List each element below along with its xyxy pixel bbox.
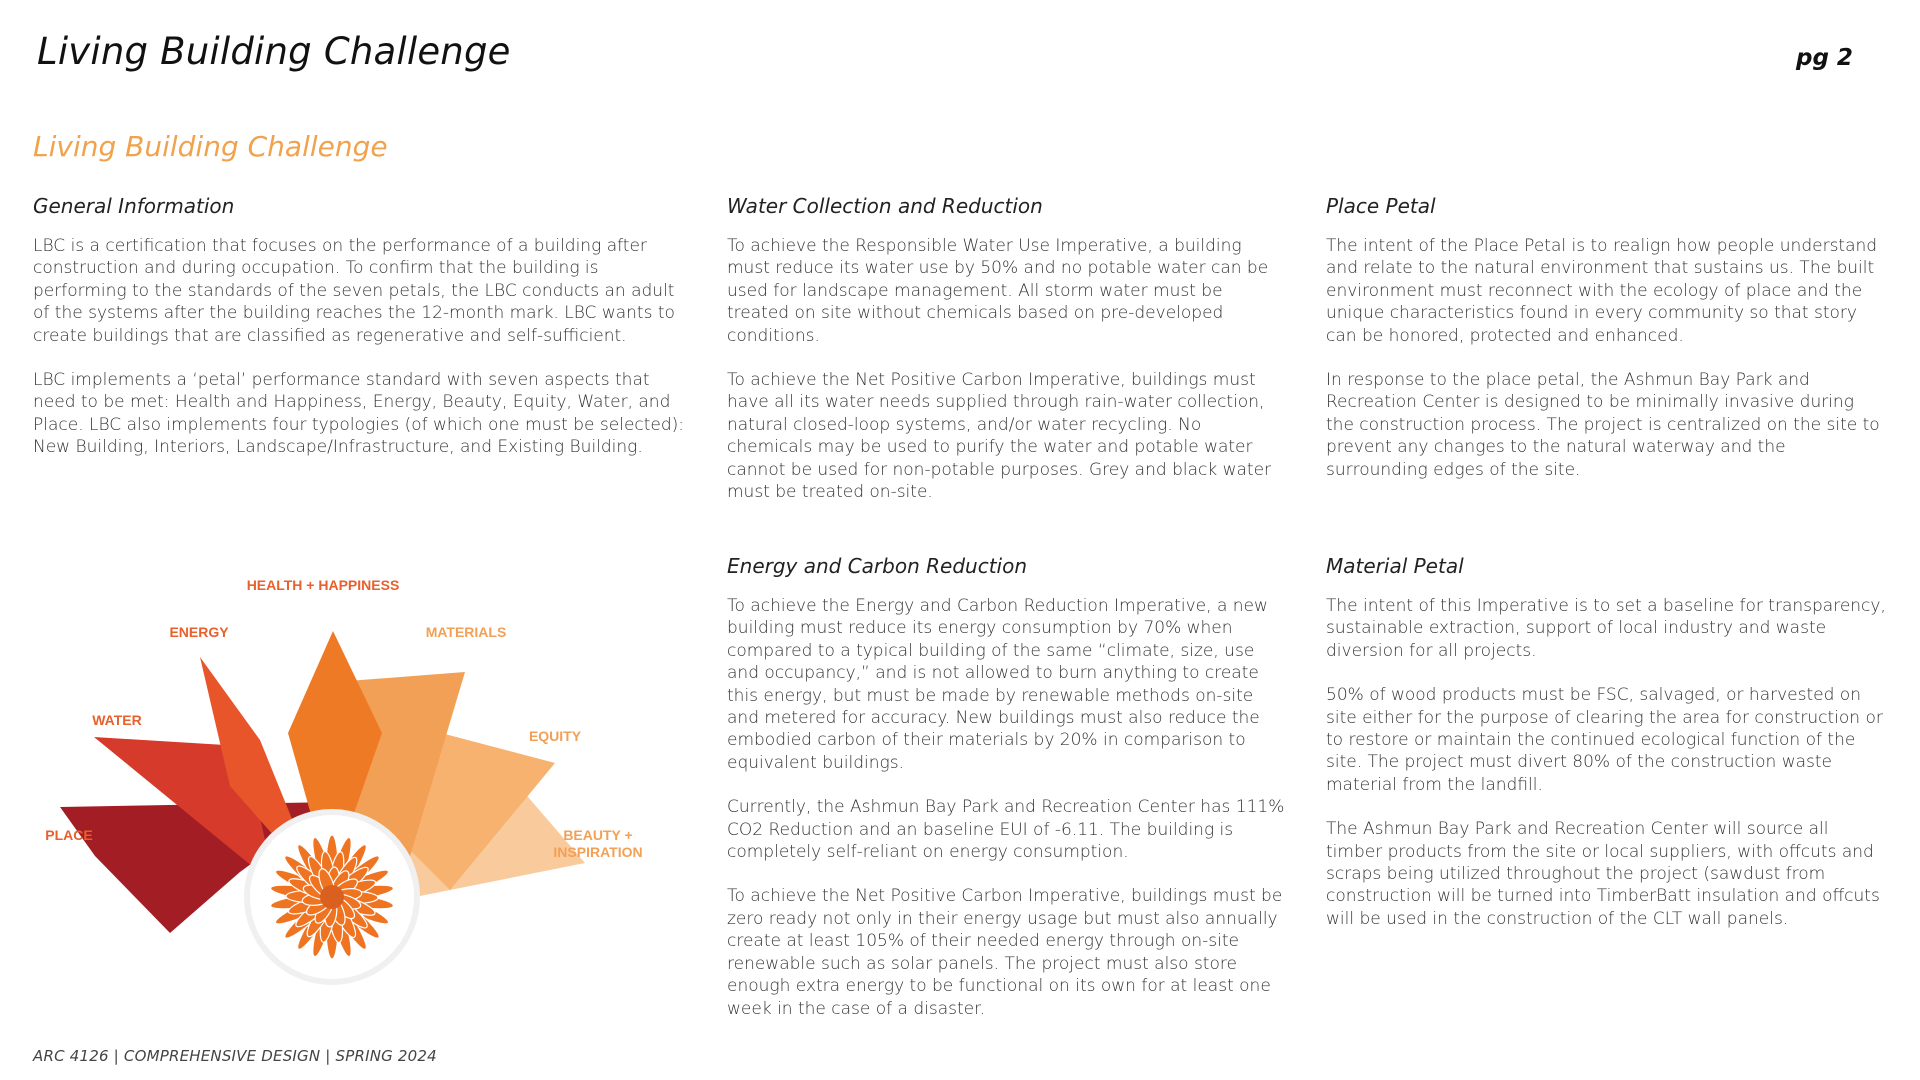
equity-label: EQUITY	[528, 728, 582, 744]
water-label: WATER	[92, 712, 142, 728]
water-paragraph: To achieve the Net Positive Carbon Imperative, buildings must have all its water needs supplied through rain-water collection, natural closed-loop systems, and/or water recycling. No chemicals may be used to purify the water and potable water cannot be used for non-potable purposes. Grey and black water must be treated on-site.	[727, 370, 1272, 503]
water-paragraph: To achieve the Responsible Water Use Imperative, a building must reduce its water use by 50% and no potable water can be used for landscape management. All storm water must be treated on site without chemicals based on pre-developed conditions.	[727, 236, 1269, 346]
material-petal-paragraph: 50% of wood products must be FSC, salvaged, or harvested on site either for the purpose of clearing the area for construction or to restore or maintain the continued ecological function of the site. The project must divert 80% of the construction waste material from the landfill.	[1326, 685, 1883, 795]
energy-label: ENERGY	[169, 624, 229, 640]
energy-paragraph: Currently, the Ashmun Bay Park and Recreation Center has 111% CO2 Reduction and an baseline EUI of -6.11. The building is completely self-reliant on energy consumption.	[727, 797, 1285, 863]
place-petal-section	[1326, 192, 1886, 481]
general-info-paragraph: LBC implements a ‘petal’ performance standard with seven aspects that need to be met: Health and Happiness, Energy, Beauty, Equity, Water, and Place. LBC also implements four typologies (of which one must be selected): New Building, Interiors, Landscape/Infrastructure, and Existing Building.	[33, 370, 685, 458]
energy-heading: Energy and Carbon Reduction	[727, 554, 1027, 578]
materials-label: MATERIALS	[425, 624, 507, 640]
energy-paragraph: To achieve the Energy and Carbon Reduction Imperative, a new building must reduce its energy consumption by 70% when compared to a typical building of the same “climate, size, use and occupancy,” and is not allowed to burn anything to create this energy, but must be made by renewable methods on-site and metered for accuracy. New buildings must also reduce the embodied carbon of their materials by 20% in comparison to equivalent buildings.	[727, 596, 1268, 773]
footer-course-info: ARC 4126 | COMPREHENSIVE DESIGN | SPRING 2024	[33, 1047, 437, 1065]
material-petal-paragraph: The Ashmun Bay Park and Recreation Center will source all timber products from the site or local suppliers, with offcuts and scraps being utilized throughout the project (sawdust from construction will be turned into TimberBatt insulation and offcuts will be used in the construction of the CLT wall panels.	[1326, 819, 1880, 929]
section-title: Living Building Challenge	[33, 130, 388, 163]
beauty-label-line1: BEAUTY +	[563, 827, 633, 843]
material-petal-heading: Material Petal	[1326, 554, 1464, 578]
flower-center	[320, 885, 344, 909]
water-heading: Water Collection and Reduction	[727, 194, 1043, 218]
document-title: Living Building Challenge	[37, 30, 511, 73]
place-petal-paragraph: In response to the place petal, the Ashmun Bay Park and Recreation Center is designed to be minimally invasive during the construction process. The project is centralized on the site to prevent any changes to the natural waterway and the surrounding edges of the site.	[1326, 370, 1880, 480]
beauty-label-line2: INSPIRATION	[553, 844, 643, 860]
general-info-heading: General Information	[33, 194, 235, 218]
page-number: pg 2	[1796, 45, 1853, 71]
general-info-paragraph: LBC is a certification that focuses on the performance of a building after construction and during occupation. To confirm that the building is performing to the standards of the seven petals, the LBC conducts an adult of the systems after the building reaches the 12-month mark. LBC wants to create buildings that are classified as regenerative and self-sufficient.	[33, 236, 675, 346]
material-petal-paragraph: The intent of this Imperative is to set a baseline for transparency, sustainable extraction, support of local industry and waste diversion for all projects.	[1326, 596, 1886, 661]
energy-paragraph: To achieve the Net Positive Carbon Imperative, buildings must be zero ready not only in their energy usage but must also annually create at least 105% of their needed energy through on-site renewable such as solar panels. The project must also store enough extra energy to be functional on its own for at least one week in the case of a disaster.	[727, 886, 1283, 1019]
place-petal-heading: Place Petal	[1326, 194, 1436, 218]
energy-section	[727, 552, 1287, 1020]
material-petal-section	[1326, 552, 1886, 930]
lbc-petal-diagram	[30, 570, 670, 990]
water-section	[727, 192, 1287, 503]
place-label: PLACE	[45, 827, 93, 843]
general-info-section	[33, 192, 688, 459]
health-happiness-label: HEALTH + HAPPINESS	[246, 577, 400, 593]
place-petal-paragraph: The intent of the Place Petal is to realign how people understand and relate to the natural environment that sustains us. The built environment must reconnect with the ecology of place and the unique characteristics found in every community so that story can be honored, protected and enhanced.	[1326, 236, 1878, 346]
